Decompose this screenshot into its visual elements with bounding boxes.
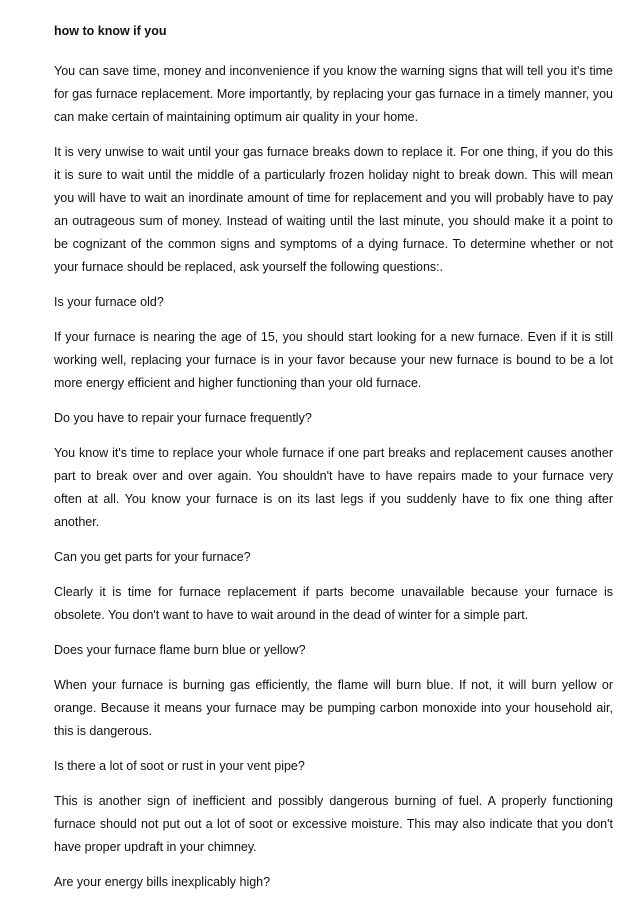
paragraph-furnace-age: If your furnace is nearing the age of 15, you should start looking for a new furnace. Even if it is still working well, replacing your furnace is in your favor because your new furnace is bound to be a lot more energy efficient and higher functioning than your old furnace. [54, 330, 613, 390]
paragraph-frequent-repair: You know it's time to replace your whole furnace if one part breaks and replacement causes another part to break over and over again. You shouldn't have to have repairs made to your furnace very often at all. You know your furnace is on its last legs if you suddenly have to fix one thing after another. [54, 446, 613, 529]
question-frequent-repair: Do you have to repair your furnace frequently? [54, 411, 312, 425]
question-energy-bills: Are your energy bills inexplicably high? [54, 875, 271, 889]
paragraph-soot-rust: This is another sign of inefficient and possibly dangerous burning of fuel. A properly functioning furnace should not put out a lot of soot or excessive moisture. This may also indicate that you don't have proper updraft in your chimney. [54, 794, 613, 854]
question-soot-rust: Is there a lot of soot or rust in your vent pipe? [54, 759, 305, 773]
document-title: how to know if you [54, 24, 167, 38]
paragraph-parts-available: Clearly it is time for furnace replacement if parts become unavailable because your furnace is obsolete. You don't want to have to wait around in the dead of winter for a simple part. [54, 585, 613, 622]
question-parts-available: Can you get parts for your furnace? [54, 550, 251, 564]
paragraph-intro: You can save time, money and inconvenience if you know the warning signs that will tell you it's time for gas furnace replacement. More importantly, by replacing your gas furnace in a timely manner, you can make certain of maintaining optimum air quality in your home. [54, 64, 613, 124]
question-flame-color: Does your furnace flame burn blue or yellow? [54, 643, 306, 657]
document-page [54, 22, 613, 906]
paragraph-unwise-to-wait: It is very unwise to wait until your gas furnace breaks down to replace it. For one thing, if you do this it is sure to wait until the middle of a particularly frozen holiday night to break down. This will mean you will have to wait an inordinate amount of time for replacement and you will probably have to pay an outrageous sum of money. Instead of waiting until the last minute, you should make it a point to be cognizant of the common signs and symptoms of a dying furnace. To determine whether or not your furnace should be replaced, ask yourself the following questions:. [54, 145, 613, 274]
question-furnace-old: Is your furnace old? [54, 295, 164, 309]
paragraph-flame-color: When your furnace is burning gas efficiently, the flame will burn blue. If not, it will burn yellow or orange. Because it means your furnace may be pumping carbon monoxide into your household air, this is dangerous. [54, 678, 613, 738]
